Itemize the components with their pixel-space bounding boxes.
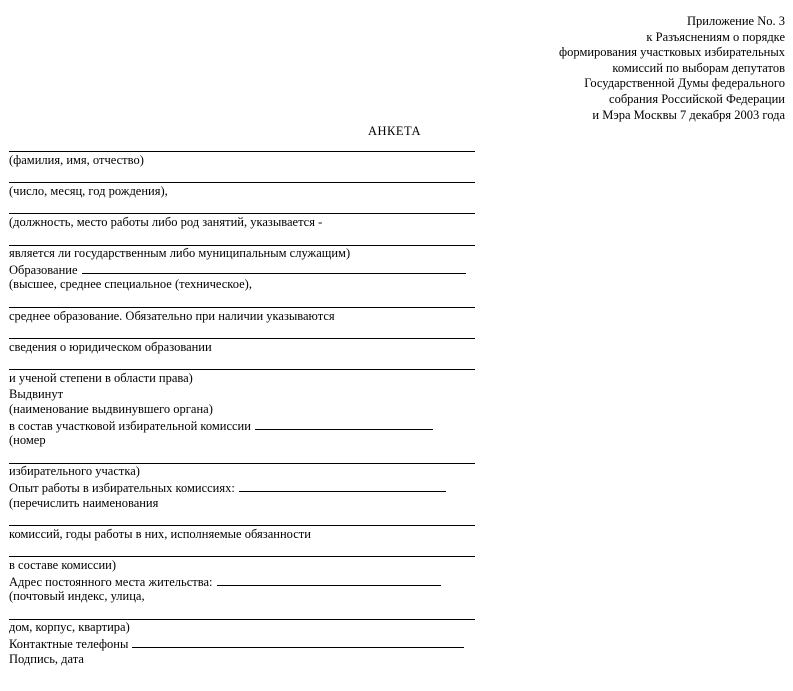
- experience-hint-1: (перечислить наименования: [9, 495, 159, 510]
- phones-label: Контактные телефоны: [9, 637, 129, 651]
- precinct-hint: избирательного участка): [9, 464, 140, 479]
- commission-line[interactable]: [255, 418, 433, 430]
- experience-label: Опыт работы в избирательных комиссиях:: [9, 481, 235, 496]
- header-line: Приложение No. 3: [687, 14, 785, 28]
- position-hint: (должность, место работы либо род занятий, указывается -: [9, 214, 323, 229]
- education-line-2[interactable]: [9, 293, 475, 308]
- signature-label: Подпись, дата: [9, 651, 84, 666]
- address-label: Адрес постоянного места жительства:: [9, 574, 213, 589]
- education-hint-4: и ученой степени в области права): [9, 370, 193, 385]
- birth-hint: (число, месяц, год рождения),: [9, 183, 168, 198]
- experience-line-2[interactable]: [9, 511, 475, 526]
- nominated-label: Выдвинут: [9, 386, 64, 401]
- header-line: Государственной Думы федерального: [584, 76, 785, 91]
- fio-hint: (фамилия, имя, отчество): [9, 152, 144, 167]
- experience-line[interactable]: [239, 480, 446, 492]
- header-line: формирования участковых избирательных: [559, 45, 785, 60]
- civil-servant-hint: является ли государственным либо муниципальным служащим): [9, 246, 351, 261]
- appendix-header: [559, 14, 785, 123]
- fio-line[interactable]: [9, 137, 475, 152]
- education-hint-3: сведения о юридическом образовании: [9, 339, 212, 354]
- number-hint: (номер: [9, 433, 46, 448]
- address-line[interactable]: [217, 574, 441, 586]
- address-hint-1: (почтовый индекс, улица,: [9, 589, 145, 604]
- education-hint-2: среднее образование. Обязательно при наличии указываются: [9, 308, 335, 323]
- civil-servant-line[interactable]: [9, 231, 475, 246]
- header-line: комиссий по выборам депутатов: [612, 60, 785, 75]
- commission-label: в состав участковой избирательной комиссии: [9, 418, 251, 433]
- header-line: собрания Российской Федерации: [609, 91, 785, 106]
- header-line: и Мэра Москвы 7 декабря 2003 года: [592, 107, 785, 122]
- education-line-4[interactable]: [9, 355, 475, 370]
- questionnaire-form: [9, 137, 479, 667]
- education-line-3[interactable]: [9, 324, 475, 339]
- birth-date-line[interactable]: [9, 168, 475, 183]
- experience-hint-3: в составе комиссии): [9, 558, 117, 573]
- education-label: Образование: [9, 262, 78, 277]
- document-title: АНКЕТА: [368, 124, 422, 138]
- education-hint-1: (высшее, среднее специальное (техническое),: [9, 277, 252, 292]
- nominated-hint: (наименование выдвинувшего органа): [9, 402, 213, 417]
- address-hint-2: дом, корпус, квартира): [9, 620, 130, 635]
- experience-line-3[interactable]: [9, 542, 475, 557]
- address-line-2[interactable]: [9, 605, 475, 620]
- education-line[interactable]: [82, 262, 466, 274]
- precinct-line[interactable]: [9, 449, 475, 464]
- experience-hint-2: комиссий, годы работы в них, исполняемые обязанности: [9, 526, 311, 541]
- phones-line[interactable]: [132, 636, 464, 648]
- header-line: к Разъяснениям о порядке: [646, 29, 785, 44]
- position-line[interactable]: [9, 199, 475, 214]
